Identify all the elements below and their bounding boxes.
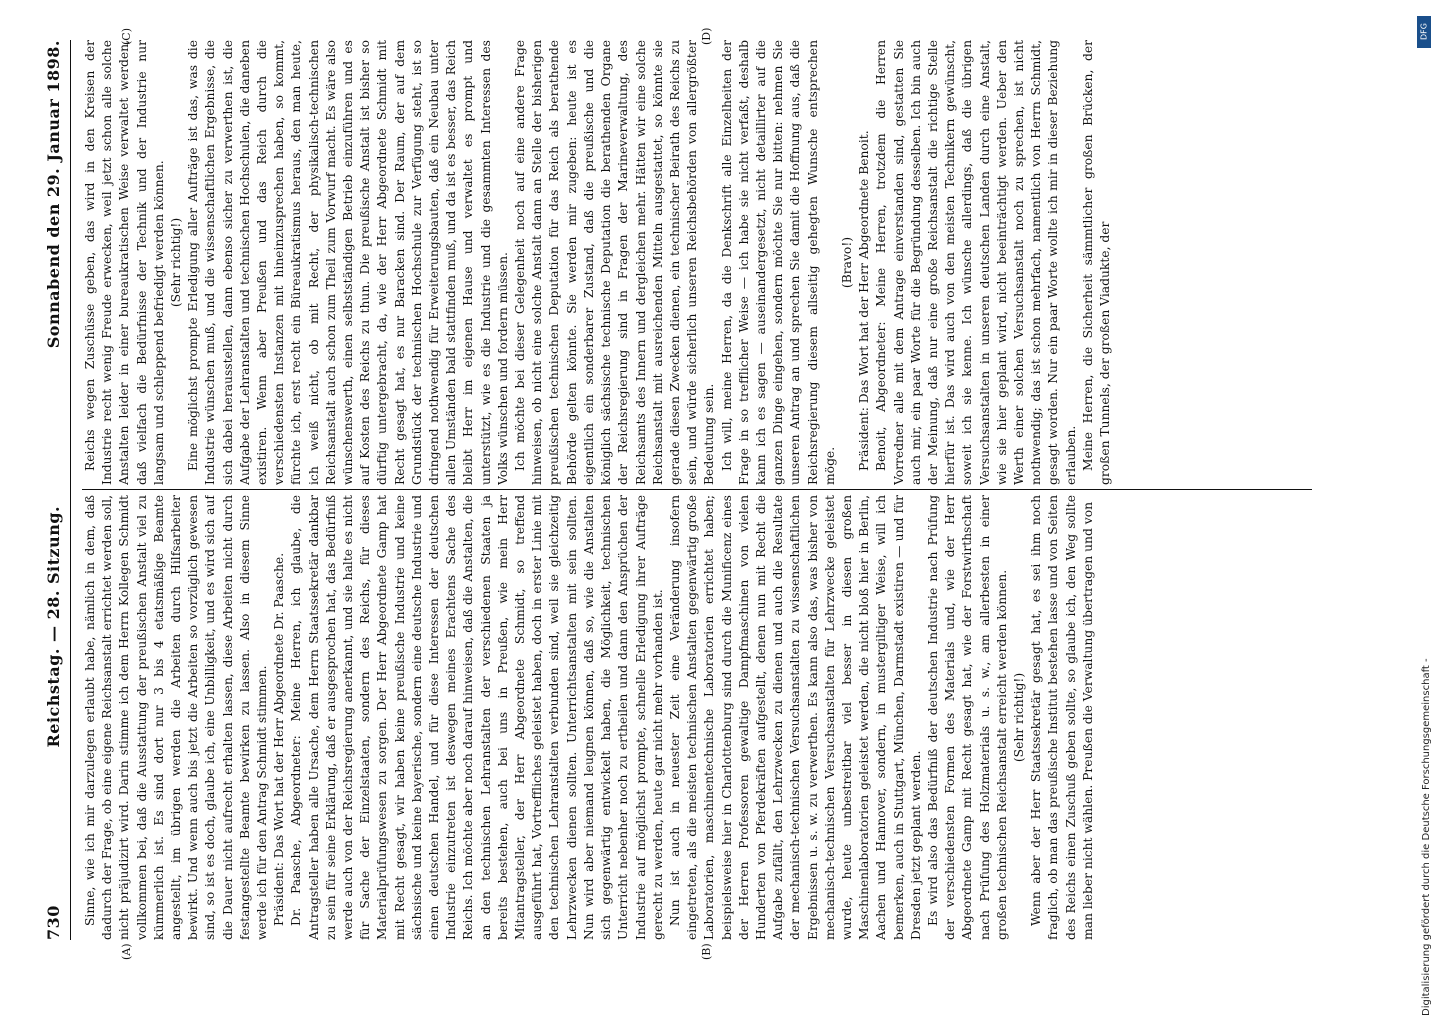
scanned-page	[0, 20, 1380, 980]
paragraph: Reichs wegen Zuschüsse geben, das wird in den Kreisen der Industrie recht wenig Freude erwecken, weil jetzt schon alle solche Anstalten leider in einer bureaukratischen Weise verwaltet werden, daß vielfach die Bedürfnisse der Technik und der Industrie nur langsam und schleppend befriedigt werden können.	[83, 40, 166, 485]
paragraph: Meine Herren, die Sicherheit sämmtlicher großen Brücken, der großen Tunnels, der großen Viadukte, der	[1080, 40, 1112, 485]
column-divider	[82, 489, 1312, 490]
paragraph: Sinne, wie ich mir darzulegen erlaubt habe, nämlich in dem, daß dadurch der Frage, ob eine eigene Reichsanstalt errichtet werden soll, nicht präjudizirt wird. Darin stimme ich dem Herrn Kollegen Schmidt vollkommen bei, daß die Ausstattung der preußischen Anstalt viel zu kümmerlich ist. Es sind dort nur 3 bis 4 etatsmäßige Beamte angestellt, im übrigen werden die Arbeiten durch Hilfsarbeiter bewirkt. Und wenn auch bis jetzt die Arbeiten so vorzüglich gewesen sind, so ist es doch, glaube ich, eine Unbilligkeit, und es wird sich auf die Dauer nicht aufrecht erhalten lassen, diese Arbeiten nicht durch festangestellte Beamte bewirken zu lassen. Also in diesem Sinne werde ich für den Antrag Schmidt stimmen.	[83, 495, 270, 940]
page-number: 730	[44, 905, 63, 940]
interjection: (Bravo!)	[839, 236, 854, 289]
margin-marker-a: (A)	[120, 943, 133, 960]
header-rule	[70, 40, 71, 940]
paragraph: Präsident: Das Wort hat der Herr Abgeordnete Dr. Paasche.	[272, 552, 287, 926]
interjection: (Sehr richtig!)	[169, 217, 184, 308]
paragraph: Präsident: Das Wort hat der Herr Abgeordnete Benoit.	[857, 130, 872, 471]
paragraph: Dr. Paasche, Abgeordneter: Meine Herren, ich glaube, die Antragsteller haben alle Ursache, dem Herrn Staatssekretär dankbar zu sein für seine Erklärung, daß er ausgesprochen hat, das Bedürfniß werde auch von der Reichsregierung anerkannt, und sie halte es nicht für Sache der Einzelstaaten, sondern des Reichs, für dieses Materialprüfungswesen zu sorgen. Der Herr Abgeordnete Gamp hat mit Recht gesagt, wir haben keine preußische Industrie und keine sächsische und keine bayerische, sondern eine deutsche Industrie und einen deutschen Handel, und für diese Interessen der deutschen Industrie einzutreten ist deswegen meines Erachtens Sache des Reichs. Ich möchte aber noch darauf hinweisen, daß die Anstalten, die an den technischen Lehranstalten der verschiedenen Staaten ja bereits bestehen, auch bei uns in Preußen, wie mein Herr Mitantragsteller, der Herr Abgeordnete Schmidt, so treffend ausgeführt hat, Vortreffliches geleistet haben, doch in erster Linie mit den technischen Lehranstalten verbunden sind, weil sie gleichzeitig Lehrzwecken dienen sollten. Unterrichtsanstalten mit sein sollten. Nun wird aber niemand leugnen können, daß so, wie die Anstalten sich gegenwärtig entwickelt haben, die Möglichkeit, technischen Unterricht nebenher noch zu ertheilen und dann den Ansprüchen der Industrie auf möglichst prompte, schnelle Erledigung ihrer Aufträge gerecht zu werden, heute gar nicht mehr vorhanden ist.	[289, 495, 665, 940]
page-header	[44, 40, 70, 940]
interjection: (Sehr richtig!)	[1011, 672, 1026, 763]
right-column	[82, 40, 1312, 485]
paragraph: Eine möglichst prompte Erledigung aller Aufträge ist das, was die Industrie wünschen muß, und die wissenschaftlichen Ergebnisse, die sich dabei herausstellen, dann ebenso sicher zu verwerthen ist, die Aufgabe der Lehranstalten und technischen Hochschulen, die daneben existiren. Wenn aber Preußen und das Reich durch die verschiedensten Instanzen mit hineinzusprechen haben, so kommt, fürchte ich, erst recht ein Büreaukratismus heraus, den man heute, ich weiß nicht, ob mit Recht, der physikalisch-technischen Reichsanstalt auch schon zum Theil zum Vorwurf macht. Es wäre also wünschenswerth, einen selbstständigen Betrieb einzuführen und es auf Kosten des Reichs zu thun. Die preußische Anstalt ist bisher so dürftig untergebracht, da, wie der Herr Abgeordnete Schmidt mit Recht gesagt hat, es nur Baracken sind. Der Raum, der auf dem Grundstück der technischen Hochschule zur Verfügung steht, ist so dringend nothwendig für Erweiterungsbauten, daß ein Neubau unter allen Umständen bald stattfinden muß, und da ist es besser, das Reich bleibt Herr im eigenen Hause und verwaltet es prompt und unterstützt, wie es die Industrie und die gesammten Interessen des Volks wünschen und fordern müssen.	[186, 40, 510, 485]
dfg-logo: DFG	[1417, 16, 1431, 48]
paragraph: Ich möchte bei dieser Gelegenheit noch auf eine andere Frage hinweisen, ob nicht eine solche Anstalt dann an Stelle der bisherigen preußischen technischen Deputation für das Reich als berathende Behörde gelten könnte. Sie werden mir zugeben: heute ist es eigentlich ein sonderbarer Zustand, daß die preußische und die königlich sächsische technische Deputation die berathenden Organe der Reichsregierung sind in Fragen der Marineverwaltung, des Reichsamts des Innern und dergleichen mehr. Hätten wir eine solche Reichsanstalt mit ausreichenden Mitteln ausgestattet, so könnte sie gerade diesen Zwecken dienen, ein technischer Beirath des Reichs zu sein, und würde sicherlich unseren Reichsbehörden von allergrößter Bedeutung sein.	[513, 40, 717, 485]
margin-marker-b: (B)	[700, 943, 713, 960]
paragraph: Wenn aber der Herr Staatssekretär gesagt hat, es sei ihm noch fraglich, ob man das preußische Institut bestehen lasse und von Seiten des Reichs einen Zuschuß geben sollte, so glaube ich, den Weg sollte man lieber nicht wählen. Preußen die Verwaltung übertragen und von	[1029, 495, 1095, 940]
left-column	[82, 495, 1312, 940]
session-date: Sonnabend den 29. Januar 1898.	[44, 40, 63, 349]
digitization-note: Digitalisierung gefördert durch die Deutsche Forschungsgemeinschaft -	[1421, 658, 1432, 1016]
paragraph: Es wird also das Bedürfniß der deutschen Industrie nach Prüfung der verschiedensten Formen des Materials und, wie der Herr Abgeordnete Gamp mit Recht gesagt hat, wie der Forstwirthschaft nach Prüfung des Holzmaterials u. s. w., am allerbesten in einer großen technischen Reichsanstalt erreicht werden können.	[925, 495, 1009, 940]
paragraph: Benoit, Abgeordneter: Meine Herren, trotzdem die Herren Vorredner alle mit dem Antrage einverstanden sind, gestatten Sie auch mir, ein paar Worte für die Begründung desselben. Ich bin auch der Meinung, daß nur eine große Reichsanstalt die richtige Stelle hierfür ist. Das wird auch von den meisten Technikern gewünscht, soweit ich sie kenne. Ich wünsche allerdings, daß die übrigen Versuchsanstalten in unseren deutschen Landen durch eine Anstalt, wie sie hier geplant wird, nicht beeinträchtigt werden. Ueber den Werth einer solchen Versuchsanstalt noch zu sprechen, ist nicht nothwendig; das ist schon mehrfach, namentlich von Herrn Schmidt, gesagt worden. Nur ein paar Worte wollte ich mir in dieser Beziehung erlauben.	[874, 40, 1078, 485]
margin-marker-c: (C)	[120, 28, 133, 45]
session-title: Reichstag. — 28. Sitzung.	[44, 505, 63, 748]
digitization-strip	[1416, 8, 1432, 1016]
margin-marker-d: (D)	[700, 27, 713, 45]
paragraph: Ich will, meine Herren, da die Denkschrift alle Einzelheiten der Frage in so trefflicher Weise — ich habe sie nicht verfaßt, deshalb kann ich es sagen — auseinandergesetzt, nicht detaillirter auf die ganzen Dinge eingehen, sondern möchte Sie nur bitten: nehmen Sie unseren Antrag an und sprechen Sie damit die Hoffnung aus, daß die Reichsregierung diesem allseitig gehegten Wunsche entsprechen möge.	[719, 40, 837, 485]
paragraph: Nun ist auch in neuester Zeit eine Veränderung insofern eingetreten, als die meisten technischen Anstalten gegenwärtig große Laboratorien, maschinentechnische Laboratorien errichtet haben; beispielsweise hier in Charlottenburg sind durch die Munificenz eines der Herren Professoren gewaltige Dampfmaschinen von vielen Hunderten von Pferdekräften aufgestellt, denen nun mit Recht die Aufgabe zufällt, den Lehrzwecken zu dienen und auch die Resultate der mechanisch-technischen Versuchsanstalten zu wissenschaftlichen Ergebnissen u. s. w. zu verwerthen. Es kann also das, was bisher von mechanisch-technischen Versuchsanstalten für Lehrzwecke geleistet wurde, heute unbestreitbar viel besser in diesen großen Maschinenlaboratorien geleistet werden, die nicht bloß hier in Berlin, Aachen und Hannover, sondern, in mustergiltiger Weise, will ich bemerken, auch in Stuttgart, München, Darmstadt existiren — und für Dresden jetzt geplant werden.	[667, 495, 923, 940]
